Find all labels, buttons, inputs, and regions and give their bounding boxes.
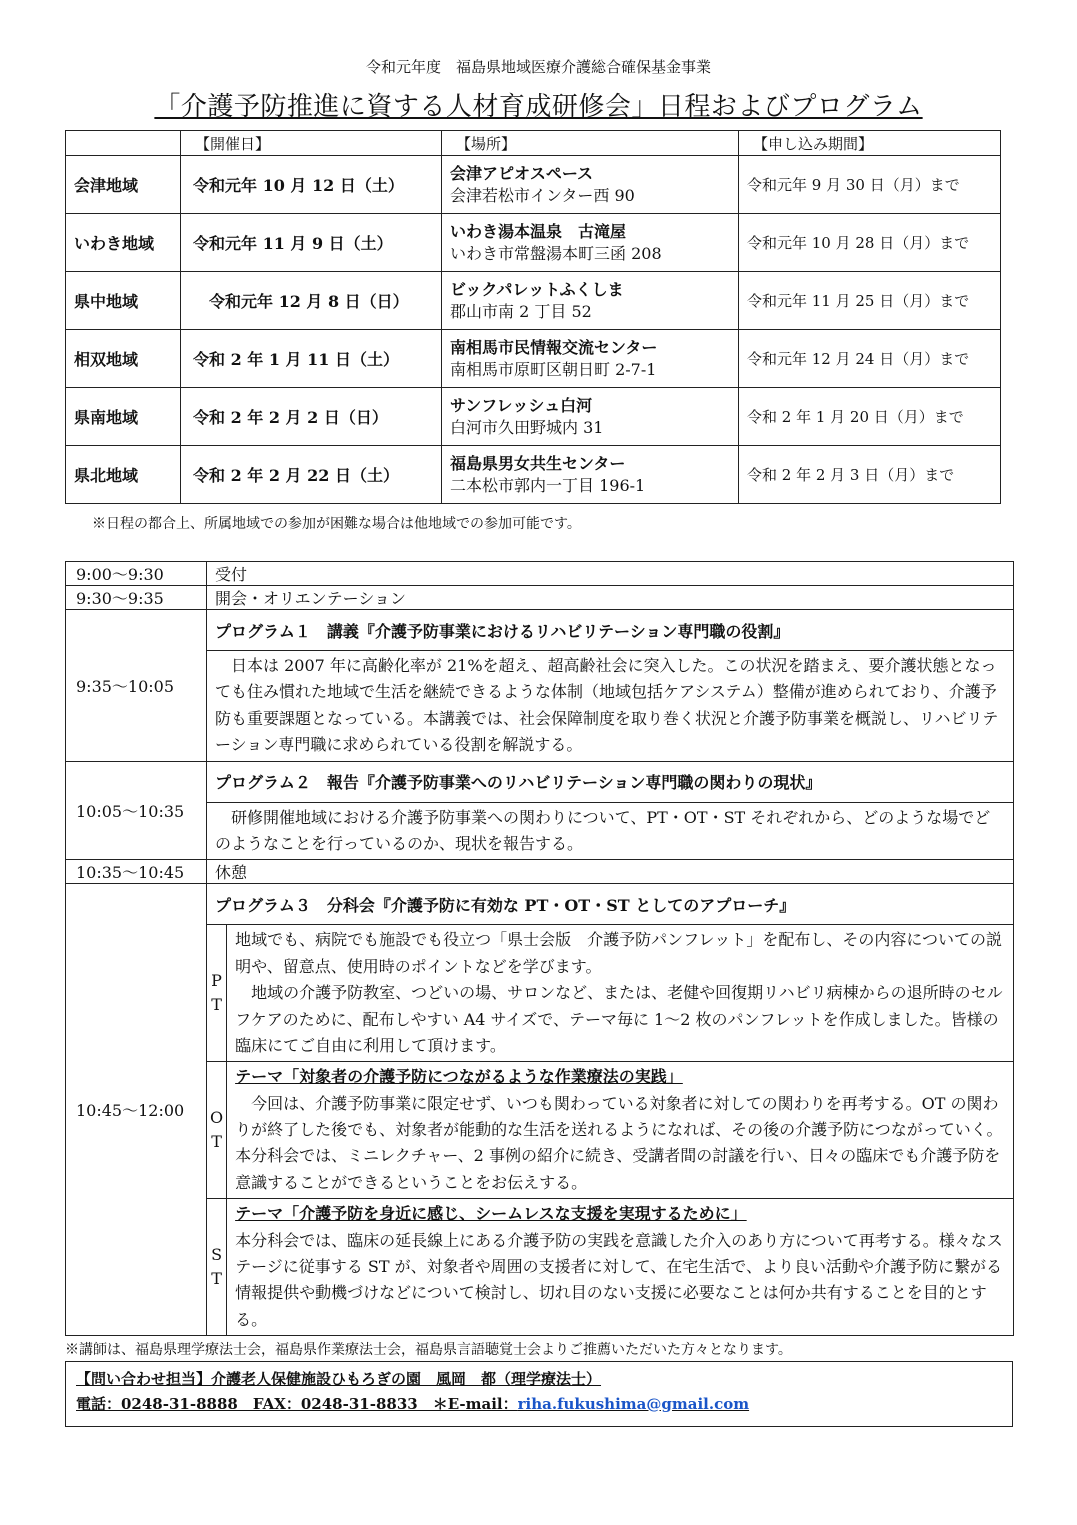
schedule-row xyxy=(66,156,1001,214)
venue-cell xyxy=(442,214,739,272)
schedule-table xyxy=(65,130,1001,504)
pt-paragraph-1: 地域でも、病院でも施設でも役立つ「県士会版 介護予防パンフレット」を配布し、その内容についての説明や、留意点、使用時のポイントなどを学びます。 xyxy=(235,930,1003,976)
region-cell: 会津地域 xyxy=(66,156,181,214)
time-cell: 9:35～10:05 xyxy=(66,610,207,762)
region-cell: 県中地域 xyxy=(66,272,181,330)
st-theme: テーマ「介護予防を身近に感じ、シームレスな支援を実現するために」 xyxy=(235,1204,747,1224)
program-row-opening xyxy=(66,586,1014,610)
venue-name: サンフレッシュ白河 xyxy=(450,395,593,415)
pt-session-row xyxy=(66,925,1014,1062)
schedule-header-row xyxy=(66,131,1001,156)
venue-cell xyxy=(442,330,739,388)
program-2-desc-row xyxy=(66,802,1014,860)
ot-label: O T xyxy=(207,1062,227,1199)
st-session-content xyxy=(227,1199,1014,1336)
venue-address: 白河市久田野城内 31 xyxy=(450,417,604,437)
venue-address: いわき市常盤湯本町三函 208 xyxy=(450,243,662,263)
region-cell: 相双地域 xyxy=(66,330,181,388)
lecturer-note: ※講師は、福島県理学療法士会，福島県作業療法士会，福島県言語聴覚士会よりご推薦いただいた方々となります。 xyxy=(65,1342,792,1358)
schedule-row xyxy=(66,446,1001,504)
venue-address: 会津若松市インター西 90 xyxy=(450,185,635,205)
date-cell: 令和 2 年 2 月 2 日（日） xyxy=(181,388,442,446)
venue-address: 二本松市郭内一丁目 196-1 xyxy=(450,475,646,495)
venue-name: 南相馬市民情報交流センター xyxy=(450,337,658,357)
program-2-description xyxy=(207,802,1014,860)
deadline-cell: 令和元年 9 月 30 日（月）まで xyxy=(739,156,1001,214)
program-3-title-row xyxy=(66,884,1014,925)
schedule-row xyxy=(66,388,1001,446)
program-row-break xyxy=(66,860,1014,884)
pt-label: P T xyxy=(207,925,227,1062)
program-table xyxy=(65,561,1014,1336)
venue-address: 郡山市南 2 丁目 52 xyxy=(450,301,592,321)
deadline-cell: 令和元年 11 月 25 日（月）まで xyxy=(739,272,1001,330)
program-1-title: プログラム１ 講義『介護予防事業におけるリハビリテーション専門職の役割』 xyxy=(207,610,1014,651)
schedule-row xyxy=(66,214,1001,272)
date-cell: 令和 2 年 2 月 22 日（土） xyxy=(181,446,442,504)
schedule-header-venue: 【場所】 xyxy=(442,131,739,156)
time-cell: 9:30～9:35 xyxy=(66,586,207,610)
document-subtitle: 令和元年度 福島県地域医療介護総合確保基金事業 xyxy=(365,58,711,76)
st-session-row xyxy=(66,1199,1014,1336)
venue-cell xyxy=(442,388,739,446)
program-2-title-row xyxy=(66,761,1014,802)
document-title: 「介護予防推進に資する人材育成研修会」日程およびプログラム xyxy=(154,92,923,122)
venue-name: 会津アピオスペース xyxy=(450,163,594,183)
contact-box xyxy=(65,1361,1013,1427)
region-cell: 県南地域 xyxy=(66,388,181,446)
venue-name: いわき湯本温泉 古滝屋 xyxy=(450,221,627,241)
time-cell: 9:00～9:30 xyxy=(66,562,207,586)
schedule-note: ※日程の都合上、所属地域での参加が困難な場合は他地域での参加可能です。 xyxy=(92,516,581,532)
deadline-cell: 令和元年 10 月 28 日（月）まで xyxy=(739,214,1001,272)
venue-cell xyxy=(442,446,739,504)
phone-fax-text: 電話：0248-31-8888 FAX：0248-31-8833 ＊E-mail： xyxy=(76,1395,518,1413)
schedule-header-blank xyxy=(66,131,181,156)
program-2-text: 研修開催地域における介護予防事業への関わりについて、PT・OT・ST それぞれから、どのような場でどのようなことを行っているのか、現状を報告する。 xyxy=(215,807,991,853)
ot-description: 今回は、介護予防事業に限定せず、いつも関わっている対象者に対しての関わりを再考する。OT の関わりが終了した後でも、対象者が能動的な生活を送れるようになれば、その後の介護予防につながっていく。本分科会では、ミニレクチャー、2 事例の紹介に続き、受講者間の討議を行い、日々の臨床でも介護予防を意識することができるということをお伝えする。 xyxy=(235,1093,1003,1192)
deadline-cell: 令和 2 年 2 月 3 日（月）まで xyxy=(739,446,1001,504)
program-1-text: 日本は 2007 年に高齢化率が 21%を超え、超高齢社会に突入した。この状況を踏まえ、要介護状態となっても住み慣れた地域で生活を継続できるような体制（地域包括ケアシステム）整備が進められており、介護予防も重要課題となっている。本講義では、社会保障制度を取り巻く状況と介護予防事業を概説し、リハビリテーション専門職に求められている役割を解説する。 xyxy=(215,656,999,755)
venue-cell xyxy=(442,156,739,214)
date-cell: 令和元年 10 月 12 日（土） xyxy=(181,156,442,214)
st-description: 本分科会では、臨床の延長線上にある介護予防の実践を意識した介入のあり方について再考する。様々なステージに従事する ST が、対象者や周囲の支援者に対して、在宅生活で、より良い活動や介護予防に繋がる情報提供や動機づけなどについて検討し、切れ目のない支援に必要なことは何か共有することを目的とする。 xyxy=(235,1230,1003,1329)
venue-name: 福島県男女共生センター xyxy=(450,453,626,473)
region-cell: 県北地域 xyxy=(66,446,181,504)
region-cell: いわき地域 xyxy=(66,214,181,272)
ot-session-row xyxy=(66,1062,1014,1199)
deadline-cell: 令和元年 12 月 24 日（月）まで xyxy=(739,330,1001,388)
deadline-cell: 令和 2 年 1 月 20 日（月）まで xyxy=(739,388,1001,446)
schedule-row xyxy=(66,272,1001,330)
date-cell: 令和 2 年 1 月 11 日（土） xyxy=(181,330,442,388)
contact-phone-fax xyxy=(76,1393,749,1414)
schedule-row xyxy=(66,330,1001,388)
st-label: S T xyxy=(207,1199,227,1336)
ot-theme: テーマ「対象者の介護予防につながるような作業療法の実践」 xyxy=(235,1067,683,1087)
time-cell: 10:05～10:35 xyxy=(66,761,207,860)
schedule-header-date: 【開催日】 xyxy=(181,131,442,156)
program-1-description xyxy=(207,651,1014,762)
schedule-header-deadline: 【申し込み期間】 xyxy=(739,131,1001,156)
ot-session-content xyxy=(227,1062,1014,1199)
program-label: 受付 xyxy=(207,562,1014,586)
program-label: 開会・オリエンテーション xyxy=(207,586,1014,610)
email-link[interactable]: riha.fukushima@gmail.com xyxy=(517,1395,750,1413)
venue-name: ビックパレットふくしま xyxy=(450,279,624,299)
contact-person: 【問い合わせ担当】介護老人保健施設ひもろぎの園 風岡 都（理学療法士） xyxy=(76,1370,602,1388)
pt-session-content xyxy=(227,925,1014,1062)
pt-paragraph-2: 地域の介護予防教室、つどいの場、サロンなど、または、老健や回復期リハビリ病棟からの退所時のセルフケアのために、配布しやすい A4 サイズで、テーマ毎に 1～2 枚のパンフレットを作成しました。皆様の臨床にてご自由に利用して頂けます。 xyxy=(235,983,1003,1055)
date-cell: 令和元年 12 月 8 日（日） xyxy=(181,272,442,330)
program-2-title: プログラム２ 報告『介護予防事業へのリハビリテーション専門職の関わりの現状』 xyxy=(207,761,1014,802)
program-1-desc-row xyxy=(66,651,1014,762)
program-3-title: プログラム３ 分科会『介護予防に有効な PT・OT・ST としてのアプローチ』 xyxy=(207,884,1014,925)
venue-cell xyxy=(442,272,739,330)
program-1-title-row xyxy=(66,610,1014,651)
date-cell: 令和元年 11 月 9 日（土） xyxy=(181,214,442,272)
time-cell: 10:45～12:00 xyxy=(66,884,207,1336)
program-label: 休憩 xyxy=(207,860,1014,884)
time-cell: 10:35～10:45 xyxy=(66,860,207,884)
venue-address: 南相馬市原町区朝日町 2-7-1 xyxy=(450,359,657,379)
program-row-reception xyxy=(66,562,1014,586)
